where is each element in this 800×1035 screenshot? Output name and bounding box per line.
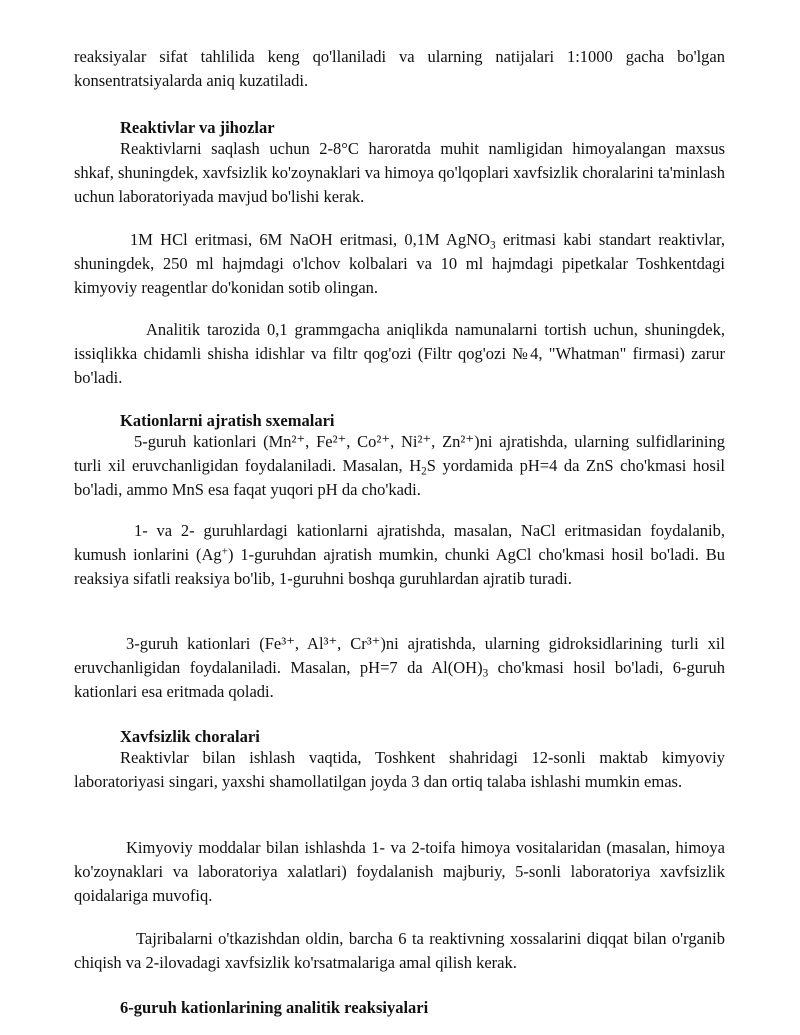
group5-text-b: S yordamida pH=4 da ZnS cho'kmasi hosil bo'ladi, ammo MnS esa faqat yuqori pH da cho'kadi. [74, 456, 725, 499]
group12-text-b: ) 1-guruhdan ajratish mumkin, chunki AgCl cho'kmasi hosil bo'ladi. Bu reaksiya sifatli reaksiya bo'lib, 1-guruhni boshqa guruhlardan ajratib turadi. [74, 545, 725, 588]
heading-safety: Xavfsizlik choralari [120, 727, 260, 746]
paragraph-reagents [74, 228, 725, 300]
reagents-text-b: eritmasi kabi standart reaktivlar, shuningdek, 250 ml hajmdagi o'lchov kolbalari va 10 ml hajmdagi pipetkalar Toshkentdagi kimyoviy reagentlar do'konidan sotib olingan. [74, 230, 725, 297]
reagents-subscript: 3 [489, 239, 496, 252]
group12-text-a: 1- va 2- guruhlardagi kationlarni ajratishda, masalan, NaCl eritmasidan foydalanib, kumush ionlarini (Ag [74, 521, 725, 564]
reagents-text-a: 1M HCl eritmasi, 6M NaOH eritmasi, 0,1M AgNO [130, 230, 490, 249]
heading-group6: 6-guruh kationlarining analitik reaksiyalari [120, 998, 429, 1017]
group3-text-b: cho'kmasi hosil bo'ladi, 6-guruh kationlari esa eritmada qoladi. [74, 658, 725, 701]
heading-reagents: Reaktivlar va jihozlar [120, 118, 275, 137]
paragraph-safety-1: Reaktivlar bilan ishlash vaqtida, Toshkent shahridagi 12-sonli maktab kimyoviy laboratoriyasi singari, yaxshi shamollatilgan joyda 3 dan ortiq talaba ishlashi mumkin emas. [74, 748, 725, 791]
paragraph-balance: Analitik tarozida 0,1 grammgacha aniqlikda namunalarni tortish uchun, shuningdek, issiqlikka chidamli shisha idishlar va filtr qog'ozi (Filtr qog'ozi №4, "Whatman" firmasi) zarur bo'ladi. [74, 320, 725, 387]
heading-separation: Kationlarni ajratish sxemalari [120, 411, 335, 430]
paragraph-group5 [74, 430, 725, 502]
paragraph-storage: Reaktivlarni saqlash uchun 2-8°C haroratda muhit namligidan himoyalangan maxsus shkaf, shuningdek, xavfsizlik ko'zoynaklari va himoya qo'lqoplari xavfsizlik choralarini ta'minlash uchun laboratoriyada mavjud bo'lishi kerak. [74, 139, 725, 206]
group5-subscript: 2 [421, 465, 427, 478]
paragraph-group12 [74, 519, 725, 591]
paragraph-safety-3: Tajribalarni o'tkazishdan oldin, barcha 6 ta reaktivning xossalarini diqqat bilan o'rganib chiqish va 2-ilovadagi xavfsizlik ko'rsatmalariga amal qilish kerak. [74, 929, 725, 972]
group5-text-a: 5-guruh kationlari (Mn²⁺, Fe²⁺, Co²⁺, Ni²⁺, Zn²⁺)ni ajratishda, ularning sulfidlarining turli xil eruvchanligidan foydalaniladi. Masalan, H [74, 432, 725, 475]
group3-text-a: 3-guruh kationlari (Fe³⁺, Al³⁺, Cr³⁺)ni ajratishda, ularning gidroksidlarining turli xil eruvchanligidan foydalaniladi. Masalan, pH=7 da Al(OH) [74, 634, 725, 677]
paragraph-intro: reaksiyalar sifat tahlilida keng qo'llaniladi va ularning natijalari 1:1000 gacha bo'lgan konsentratsiyalarda aniq kuzatiladi. [74, 47, 725, 90]
group3-subscript: 3 [482, 667, 489, 680]
paragraph-safety-2: Kimyoviy moddalar bilan ishlashda 1- va 2-toifa himoya vositalaridan (masalan, himoya ko'zoynaklari va laboratoriya xalatlari) foydalanish majburiy, 5-sonli laboratoriya xavfsizlik qoidalariga muvofiq. [74, 838, 725, 905]
paragraph-group3 [74, 632, 725, 704]
group12-superscript: + [221, 545, 228, 558]
